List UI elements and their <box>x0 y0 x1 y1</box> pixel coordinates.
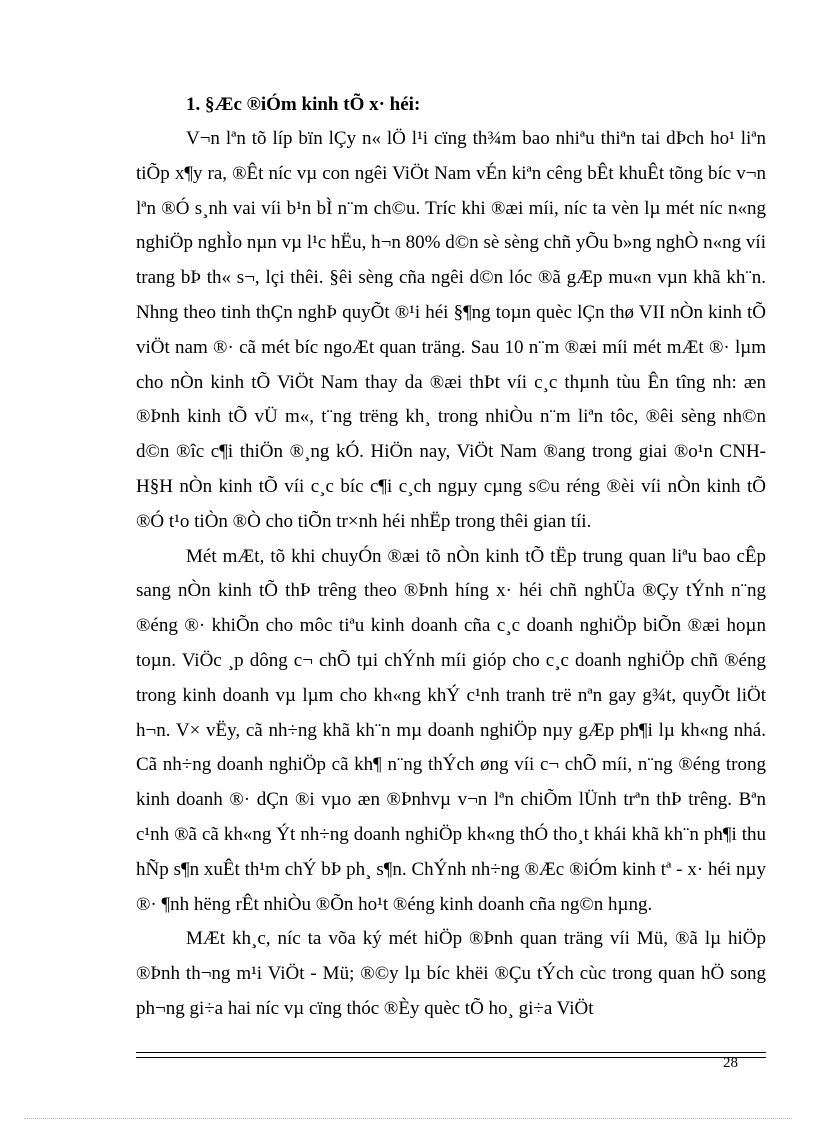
paragraph-2: Mét mÆt, tõ khi chuyÓn ®æi tõ nÒn kinh tÕ tËp trung quan liªu bao cÊp sang nÒn kinh tÕ thÞ trêng theo ®Þnh híng x· héi chñ nghÜa ®Çy tÝnh n¨ng ®éng ®· khiÕn cho môc tiªu kinh doanh cña c¸c doanh nghiÖp biÕn ®æi hoµn toµn. ViÖc ¸p dông c¬ chÕ tµi chÝnh míi gióp cho c¸c doanh nghiÖp chñ ®éng trong kinh doanh vµ lµm cho kh«ng khÝ c¹nh tranh trë nªn gay g¾t, quyÕt liÖt h¬n. V× vËy, cã nh÷ng khã kh¨n mµ doanh nghiÖp nµy gÆp ph¶i lµ kh«ng nhá. Cã nh÷ng doanh nghiÖp cã kh¶ n¨ng thÝch øng víi c¬ chÕ míi, n¨ng ®éng trong kinh doanh ®· dÇn ®i vµo æn ®Þnhvµ v¬n lªn chiÕm lÜnh trªn thÞ trêng. Bªn c¹nh ®ã cã kh«ng Ýt nh÷ng doanh nghiÖp kh«ng thÓ tho¸t khái khã kh¨n ph¶i thu hÑp s¶n xuÊt th¹m chÝ bÞ ph¸ s¶n. ChÝnh nh÷ng ®Æc ®iÓm kinh tª - x· héi nµy ®· ¶nh hëng rÊt nhiÒu ®Õn ho¹t ®éng kinh doanh cña ng©n hµng. <box>136 545 766 915</box>
section-heading: 1. §Æc ®iÓm kinh tÕ x· héi: <box>186 94 421 115</box>
footer-double-rule <box>136 1052 766 1058</box>
paragraph-3: MÆt kh¸c, níc ta võa ký mét hiÖp ®Þnh quan träng víi Mü, ®ã lµ hiÖp ®Þnh th¬ng m¹i ViÖt - Mü; ®©y lµ bíc khëi ®Çu tÝch cùc trong quan hÖ song ph¬ng gi÷a hai níc vµ cïng thóc ®Èy quèc tÕ ho¸ gi÷a ViÖt <box>136 928 766 1019</box>
page-body <box>136 88 766 1027</box>
page-number: 28 <box>723 1055 738 1071</box>
paragraph-1: V¬n lªn tõ líp bïn lÇy n« lÖ l¹i cïng th¾m bao nhiªu thiªn tai dÞch ho¹ liªn tiÕp x¶y ra, ®Êt níc vµ con ngêi ViÖt Nam vÉn kiªn cêng bÊt khuÊt tõng bíc v¬n lªn ®Ó s¸nh vai víi b¹n bÌ n¨m ch©u. Tríc khi ®æi míi, níc ta vèn lµ mét níc n«ng nghiÖp nghÌo nµn vµ l¹c hËu, h¬n 80% d©n sè sèng chñ yÕu b»ng nghÒ n«ng víi trang bÞ th« s¬, lçi thêi. §êi sèng cña ngêi d©n lóc ®ã gÆp mu«n vµn khã kh¨n. Nhng theo tinh thÇn nghÞ quyÕt ®¹i héi §¶ng toµn quèc lÇn thø VII nÒn kinh tÕ viÖt nam ®· cã mét bíc ngoÆt quan träng. Sau 10 n¨m ®æi míi mét mÆt ®· lµm cho nÒn kinh tÕ ViÖt Nam thay da ®æi thÞt víi c¸c thµnh tùu Ên tîng nh: æn ®Þnh kinh tÕ vÜ m«, t¨ng trëng kh¸ trong nhiÒu n¨m liªn tôc, ®êi sèng nh©n d©n ®îc c¶i thiÖn ®¸ng kÓ. HiÖn nay, ViÖt Nam ®ang trong giai ®o¹n CNH-H§H nÒn kinh tÕ víi c¸c bíc c¶i c¸ch ngµy cµng s©u réng ®èi víi nÒn kinh tÕ ®Ó t¹o tiÒn ®Ò cho tiÕn tr×nh héi nhËp trong thêi gian tíi. <box>136 128 766 532</box>
page-edge-divider <box>24 1118 792 1119</box>
